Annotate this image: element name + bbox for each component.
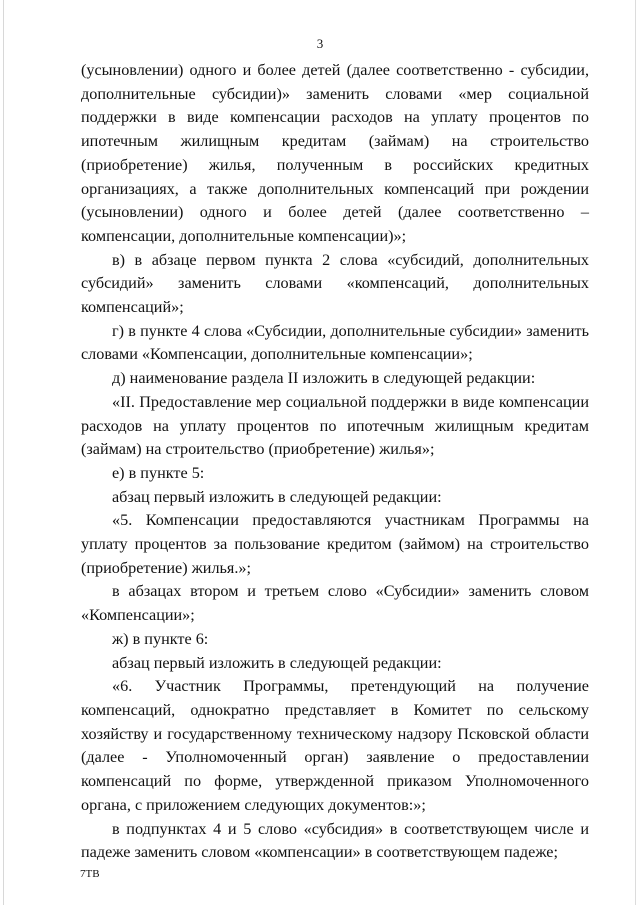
paragraph-subitems-4-5: в подпунктах 4 и 5 слово «субсидия» в соответствующем числе и падеже заменить словом «компенсации» в соответствующем падеже; bbox=[81, 819, 589, 862]
paragraph-clause-6: «6. Участник Программы, претендующий на получение компенсаций, однократно представляет в Комитет по сельскому хозяйству и государственному техническому надзору Псковской области (далее - Уполномоченный орган) заявление о предоставлении компенсаций по форме, утвержденной приказом Уполномоченного органа, с приложением следующих документов:»; bbox=[81, 677, 589, 814]
paragraph-item-e: е) в пункте 5: bbox=[112, 463, 205, 482]
paragraph-item-g: г) в пункте 4 слова «Субсидии, дополнительные субсидии» заменить словами «Компенсации, дополнительные компенсации»; bbox=[81, 321, 589, 364]
paragraph-item-d: д) наименование раздела II изложить в следующей редакции: bbox=[112, 369, 536, 388]
page-number: 3 bbox=[316, 36, 324, 51]
paragraph-section-title: «II. Предоставление мер социальной поддержки в виде компенсации расходов на уплату процентов по ипотечным жилищным кредитам (займам) на строительство (приобретение) жилья»; bbox=[81, 392, 589, 459]
footer-code: 7ТВ bbox=[80, 868, 100, 880]
paragraph-continuation: (усыновлении) одного и более детей (далее соответственно - субсидии, дополнительные субсидии)» заменить словами «мер социальной поддержки в виде компенсации расходов на уплату процентов по ипотечным жилищным кредитам (займам) на строительство (приобретение) жилья, полученным в российских кредитных организациях, а также дополнительных компенсаций при рождении (усыновлении) одного и более детей (далее соответственно – компенсации, дополнительные компенсации)»; bbox=[81, 61, 589, 245]
paragraph-clause-5: «5. Компенсации предоставляются участникам Программы на уплату процентов за пользование кредитом (займом) на строительство (приобретение) жилья.»; bbox=[81, 511, 589, 577]
paragraph-item-v: в) в абзаце первом пункта 2 слова «субсидий, дополнительных субсидий» заменить словами «компенсаций, дополнительных компенсаций»; bbox=[81, 250, 589, 317]
scan-edge-right bbox=[635, 0, 636, 905]
paragraph-abzac-2-3: в абзацах втором и третьем слово «Субсидии» заменить словом «Компенсации»; bbox=[81, 582, 589, 625]
paragraph-first-abzac-2: абзац первый изложить в следующей редакции: bbox=[112, 653, 442, 672]
document-body bbox=[81, 59, 589, 865]
paragraph-first-abzac: абзац первый изложить в следующей редакции: bbox=[112, 487, 442, 506]
paragraph-item-zh: ж) в пункте 6: bbox=[112, 629, 209, 648]
scan-edge-left bbox=[3, 0, 4, 905]
